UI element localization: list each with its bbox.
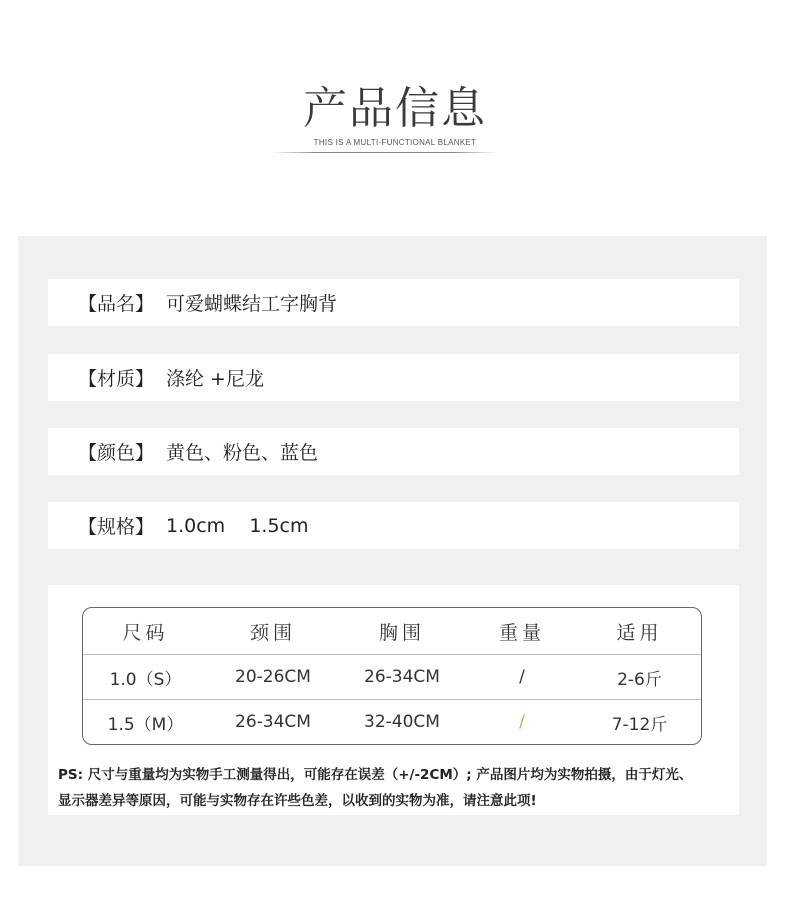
material-value: 涤纶 +尼龙: [166, 368, 264, 390]
cell-suitable: 2-6斤: [617, 669, 662, 690]
cell-weight: /: [519, 712, 525, 732]
cell-size: 1.0（S）: [109, 669, 182, 690]
cell-neck: 20-26CM: [235, 667, 311, 687]
header-size: 尺码: [122, 621, 169, 644]
header-suitable: 适用: [616, 621, 663, 644]
spec-label: 【规格】: [78, 516, 155, 538]
table-row: [83, 700, 701, 744]
header-neck: 颈围: [249, 621, 296, 644]
table-row: [83, 655, 701, 700]
material-row: [48, 354, 739, 401]
disclaimer-line-2: 显示器差异等原因，可能与实物存在许些色差，以收到的实物为准，请注意此项!: [58, 793, 537, 809]
disclaimer-line-1: PS: 尺寸与重量均为实物手工测量得出，可能存在误差（+/-2CM）; 产品图片均为实物拍摄，由于灯光、: [58, 767, 693, 783]
page-subtitle: THIS IS A MULTI-FUNCTIONAL BLANKET: [313, 138, 477, 147]
header-weight: 重量: [498, 621, 545, 644]
color-label: 【颜色】: [78, 442, 155, 464]
cell-weight: /: [519, 667, 525, 687]
color-value: 黄色、粉色、蓝色: [166, 442, 319, 464]
disclaimer-note: [58, 762, 748, 814]
page-title: 产品信息: [303, 83, 487, 134]
product-name-value: 可爱蝴蝶结工字胸背: [166, 293, 338, 315]
size-table-header: [83, 608, 701, 655]
product-name-label: 【品名】: [78, 293, 155, 315]
page-header: [0, 0, 790, 200]
material-label: 【材质】: [78, 368, 155, 390]
cell-chest: 32-40CM: [364, 712, 440, 732]
cell-suitable: 7-12斤: [611, 714, 668, 735]
header-chest: 胸围: [378, 621, 425, 644]
cell-neck: 26-34CM: [235, 712, 311, 732]
product-name-row: [48, 279, 739, 326]
product-info-panel: [18, 236, 767, 866]
color-row: [48, 428, 739, 475]
subtitle-divider: [272, 152, 498, 153]
spec-value: 1.0cm 1.5cm: [166, 514, 309, 537]
size-table: [82, 607, 702, 745]
cell-chest: 26-34CM: [364, 667, 440, 687]
cell-size: 1.5（M）: [107, 714, 184, 735]
spec-row: [48, 502, 739, 549]
